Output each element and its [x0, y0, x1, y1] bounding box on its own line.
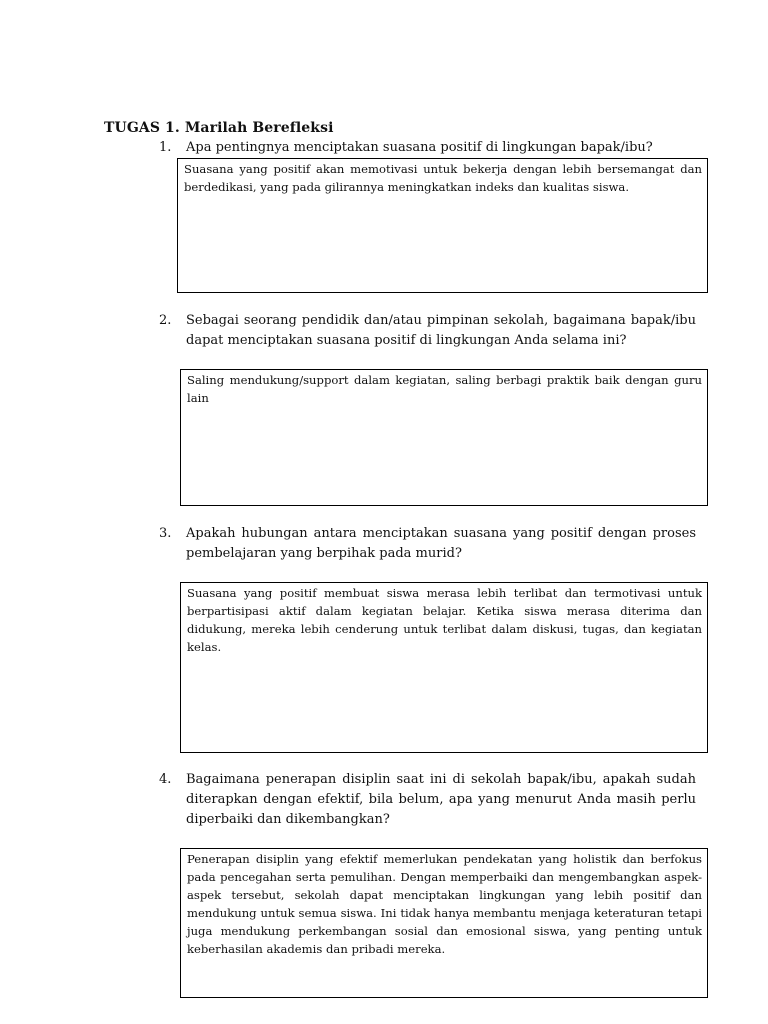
question-number: 2.: [159, 313, 172, 328]
answer-box[interactable]: Penerapan disiplin yang efektif memerlukan pendekatan yang holistik dan berfokus pada pencegahan serta pemulihan. Dengan memperbaiki dan mengembangkan aspek-aspek tersebut, sekolah dapat menciptakan lingkungan yang lebih positif dan mendukung untuk semua siswa. Ini tidak hanya membantu menjaga keteraturan tetapi juga mendukung perkembangan sosial dan emosional siswa, yang penting untuk keberhasilan akademis dan pribadi mereka.: [180, 848, 708, 998]
question-text: Bagaimana penerapan disiplin saat ini di sekolah bapak/ibu, apakah sudah diterapkan dengan efektif, bila belum, apa yang menurut Anda masih perlu diperbaiki dan dikembangkan?: [186, 772, 696, 827]
question-number: 1.: [159, 140, 172, 155]
question-number: 4.: [159, 772, 172, 787]
answer-box[interactable]: Suasana yang positif akan memotivasi untuk bekerja dengan lebih bersemangat dan berdedikasi, yang pada gilirannya meningkatkan indeks dan kualitas siswa.: [177, 158, 708, 293]
question-text: Apa pentingnya menciptakan suasana positif di lingkungan bapak/ibu?: [186, 140, 653, 155]
answer-box[interactable]: Suasana yang positif membuat siswa merasa lebih terlibat dan termotivasi untuk berpartisipasi aktif dalam kegiatan belajar. Ketika siswa merasa diterima dan didukung, mereka lebih cenderung untuk terlibat dalam diskusi, tugas, dan kegiatan kelas.: [180, 582, 708, 753]
page-title: TUGAS 1. Marilah Berefleksi: [104, 120, 334, 136]
question-text: Sebagai seorang pendidik dan/atau pimpinan sekolah, bagaimana bapak/ibu dapat menciptakan suasana positif di lingkungan Anda selama ini?: [186, 313, 696, 348]
answer-box[interactable]: Saling mendukung/support dalam kegiatan, saling berbagi praktik baik dengan guru lain: [180, 369, 708, 506]
question-text: Apakah hubungan antara menciptakan suasana yang positif dengan proses pembelajaran yang berpihak pada murid?: [186, 526, 696, 561]
question-number: 3.: [159, 526, 172, 541]
